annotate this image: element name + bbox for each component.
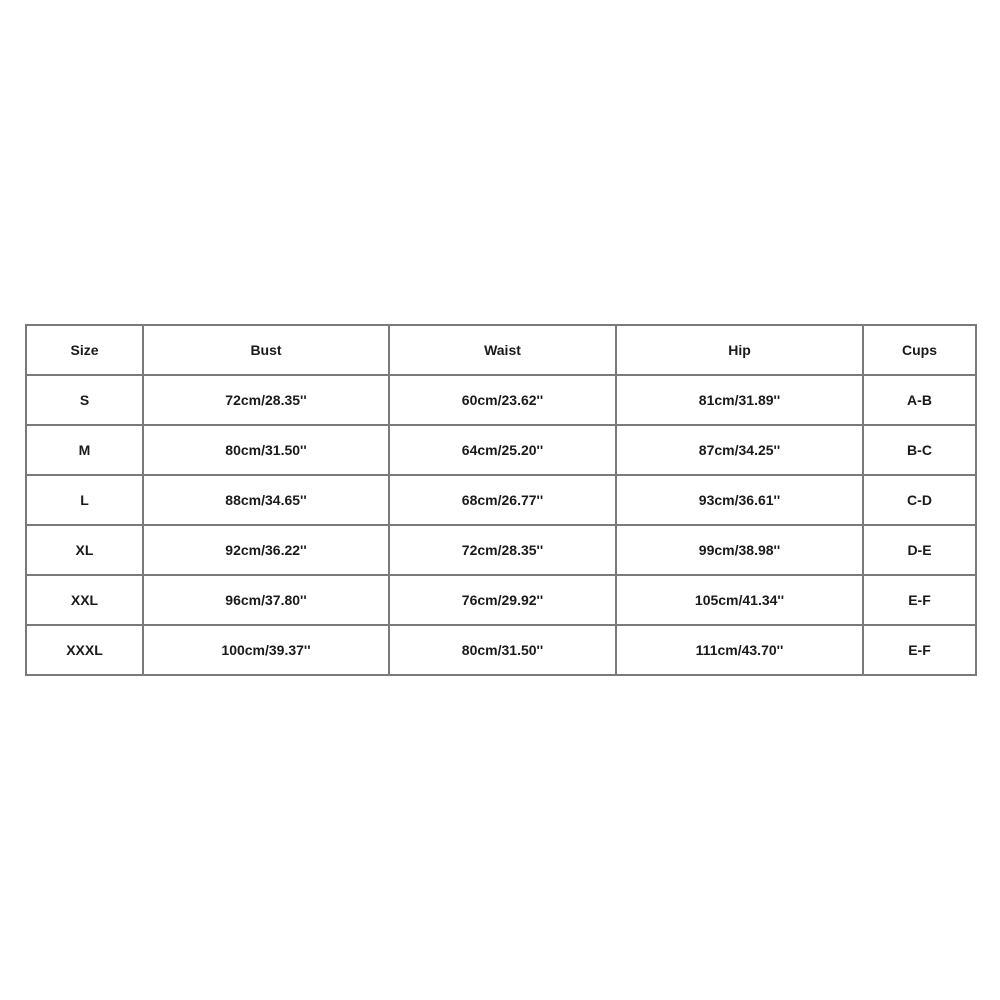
table-row bbox=[26, 475, 976, 525]
cell-waist: 80cm/31.50'' bbox=[389, 625, 616, 675]
table-row bbox=[26, 375, 976, 425]
cell-bust: 88cm/34.65'' bbox=[143, 475, 389, 525]
header-bust: Bust bbox=[143, 325, 389, 375]
cell-waist: 76cm/29.92'' bbox=[389, 575, 616, 625]
header-row bbox=[26, 325, 976, 375]
cell-waist: 64cm/25.20'' bbox=[389, 425, 616, 475]
cell-hip: 87cm/34.25'' bbox=[616, 425, 863, 475]
cell-waist: 60cm/23.62'' bbox=[389, 375, 616, 425]
cell-hip: 81cm/31.89'' bbox=[616, 375, 863, 425]
cell-size: XL bbox=[26, 525, 143, 575]
cell-cups: B-C bbox=[863, 425, 976, 475]
header-hip: Hip bbox=[616, 325, 863, 375]
cell-size: L bbox=[26, 475, 143, 525]
size-chart-table bbox=[25, 324, 977, 676]
cell-waist: 68cm/26.77'' bbox=[389, 475, 616, 525]
cell-bust: 100cm/39.37'' bbox=[143, 625, 389, 675]
cell-hip: 99cm/38.98'' bbox=[616, 525, 863, 575]
cell-size: XXXL bbox=[26, 625, 143, 675]
cell-cups: E-F bbox=[863, 575, 976, 625]
header-waist: Waist bbox=[389, 325, 616, 375]
cell-cups: C-D bbox=[863, 475, 976, 525]
header-size: Size bbox=[26, 325, 143, 375]
cell-cups: D-E bbox=[863, 525, 976, 575]
table-row bbox=[26, 575, 976, 625]
cell-hip: 93cm/36.61'' bbox=[616, 475, 863, 525]
cell-size: M bbox=[26, 425, 143, 475]
header-cups: Cups bbox=[863, 325, 976, 375]
table-row bbox=[26, 525, 976, 575]
cell-cups: A-B bbox=[863, 375, 976, 425]
cell-cups: E-F bbox=[863, 625, 976, 675]
cell-bust: 92cm/36.22'' bbox=[143, 525, 389, 575]
cell-waist: 72cm/28.35'' bbox=[389, 525, 616, 575]
cell-bust: 72cm/28.35'' bbox=[143, 375, 389, 425]
cell-bust: 96cm/37.80'' bbox=[143, 575, 389, 625]
table-row bbox=[26, 425, 976, 475]
cell-size: S bbox=[26, 375, 143, 425]
cell-hip: 105cm/41.34'' bbox=[616, 575, 863, 625]
cell-hip: 111cm/43.70'' bbox=[616, 625, 863, 675]
cell-size: XXL bbox=[26, 575, 143, 625]
cell-bust: 80cm/31.50'' bbox=[143, 425, 389, 475]
table-row bbox=[26, 625, 976, 675]
